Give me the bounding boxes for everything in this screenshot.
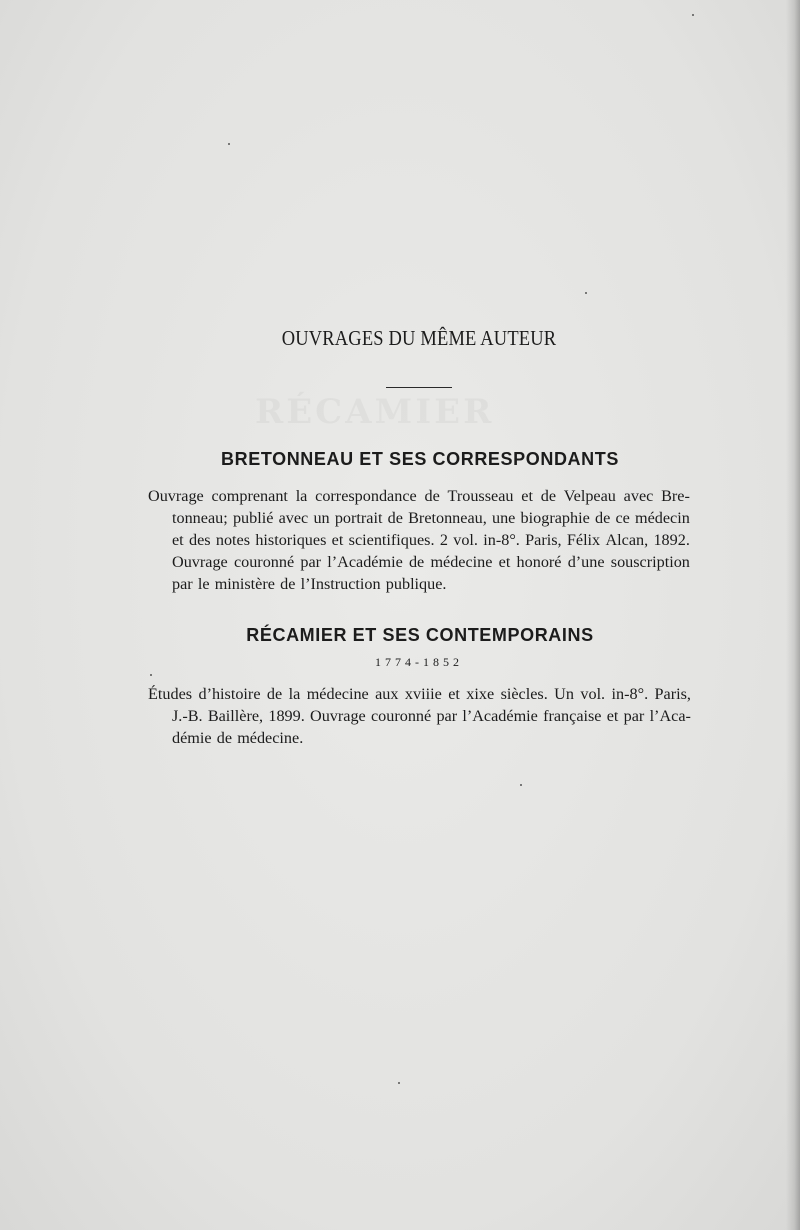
work-dates-recamier: 1774-1852 (375, 655, 463, 669)
description-line: par le ministère de l’Instruction publique. (172, 575, 447, 593)
work-title-bretonneau: BRETONNEAU ET SES CORRESPONDANTS (221, 449, 619, 469)
description-line: Études d’histoire de la médecine aux xviiie et xixe siècles. Un vol. in-8°. Paris, (148, 685, 691, 703)
description-line: Ouvrage comprenant la correspondance de Trousseau et de Velpeau avec Bre- (148, 487, 690, 505)
description-line: démie de médecine. (172, 729, 304, 747)
description-line: J.-B. Baillère, 1899. Ouvrage couronné par l’Académie française et par l’Aca- (172, 707, 691, 725)
description-line: Ouvrage couronné par l’Académie de médecine et honoré d’une souscription (172, 553, 690, 571)
description-line: tonneau; publié avec un portrait de Bretonneau, une biographie de ce médecin (172, 509, 690, 527)
page-heading: OUVRAGES DU MÊME AUTEUR (281, 326, 557, 350)
paper-speck (520, 784, 522, 786)
work-title-recamier: RÉCAMIER ET SES CONTEMPORAINS (246, 625, 594, 645)
show-through-text (255, 392, 595, 432)
page-edge-shadow (786, 0, 800, 1230)
paper-speck (398, 1082, 400, 1084)
paper-speck (692, 14, 694, 16)
paper-speck (150, 674, 152, 676)
paper-speck (228, 143, 230, 145)
title-rule (386, 387, 452, 388)
description-line: et des notes historiques et scientifiques. 2 vol. in-8°. Paris, Félix Alcan, 1892. (172, 531, 690, 549)
paper-speck (585, 292, 587, 294)
